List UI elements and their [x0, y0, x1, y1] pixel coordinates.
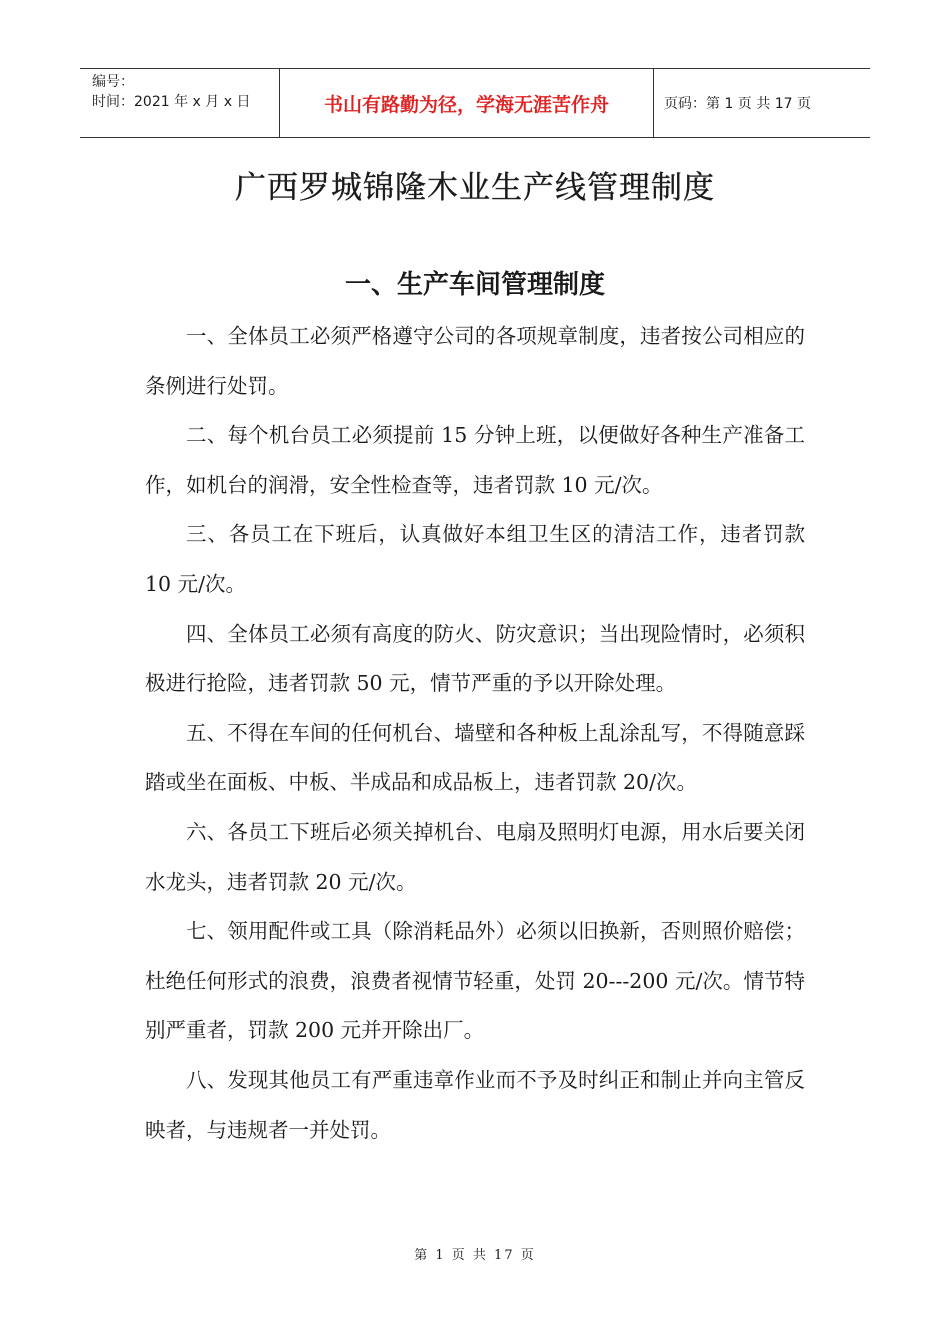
page-footer: 第 1 页 共 17 页 [414, 1248, 536, 1263]
header-page-info: 页码：第 1 页 共 17 页 [664, 96, 811, 112]
rule-paragraph-6: 六、各员工下班后必须关掉机台、电扇及照明灯电源，用水后要关闭水龙头，违者罚款 20 元/次。 [145, 819, 805, 894]
number-label: 编号： [92, 74, 134, 90]
time-label: 时间：2021 年 x 月 x 日 [92, 94, 251, 110]
rule-paragraph-3: 三、各员工在下班后，认真做好本组卫生区的清洁工作，违者罚款 10 元/次。 [145, 522, 805, 596]
rule-paragraph-5: 五、不得在车间的任何机台、墙壁和各种板上乱涂乱写，不得随意踩踏或坐在面板、中板、半成品和成品板上，违者罚款 20/次。 [145, 720, 805, 795]
section-title: 一、生产车间管理制度 [344, 270, 605, 300]
header-meta [80, 69, 280, 137]
document-title: 广西罗城锦隆木业生产线管理制度 [235, 170, 715, 206]
rule-paragraph-4: 四、全体员工必须有高度的防火、防灾意识；当出现险情时，必须积极进行抢险，违者罚款 50 元，情节严重的予以开除处理。 [145, 621, 805, 696]
page-header [80, 68, 870, 138]
document-body [145, 312, 805, 1155]
rule-paragraph-7: 七、领用配件或工具（除消耗品外）必须以旧换新，否则照价赔偿；杜绝任何形式的浪费，浪费者视情节轻重，处罚 20---200 元/次。情节特别严重者，罚款 200 元并开除出厂。 [145, 919, 805, 1043]
rule-paragraph-1: 一、全体员工必须严格遵守公司的各项规章制度，违者按公司相应的条例进行处罚。 [145, 324, 805, 398]
header-motto: 书山有路勤为径，学海无涯苦作舟 [280, 69, 654, 137]
rule-paragraph-8: 八、发现其他员工有严重违章作业而不予及时纠正和制止并向主管反映者，与违规者一并处罚。 [145, 1067, 805, 1142]
rule-paragraph-2: 二、每个机台员工必须提前 15 分钟上班，以便做好各种生产准备工作，如机台的润滑，安全性检查等，违者罚款 10 元/次。 [145, 423, 805, 497]
